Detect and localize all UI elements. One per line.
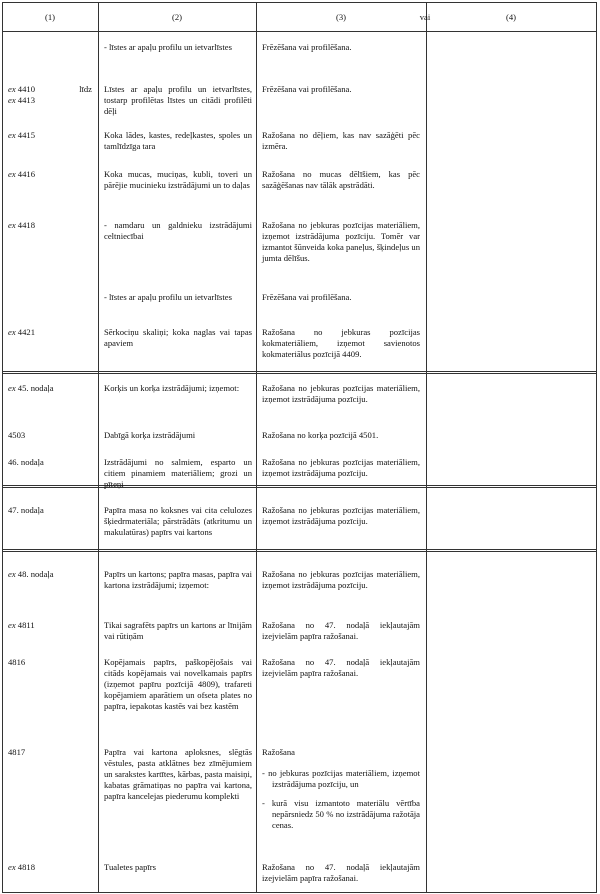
row-code bbox=[8, 862, 96, 873]
ex-prefix: ex bbox=[8, 130, 16, 140]
row-code: 4503 bbox=[8, 430, 26, 440]
heading-number: 45. nodaļa bbox=[17, 383, 54, 393]
row-separator bbox=[2, 485, 596, 488]
row-rule: Ražošana no 47. nodaļā iekļautajām izejvielām papīra ražošanai. bbox=[262, 862, 420, 883]
ex-prefix: ex bbox=[8, 383, 16, 393]
table-border-right bbox=[596, 2, 597, 893]
row-description: Papīrs un kartons; papīra masas, papīra vai kartona izstrādājumi; izņemot: bbox=[104, 569, 252, 590]
heading-number: 4421 bbox=[17, 327, 35, 337]
row-description: Sērkociņu skaliņi; koka naglas vai tapas apaviem bbox=[104, 327, 252, 348]
row-description: Papīra vai kartona aploksnes, slēgtās vēstules, pasta atklātnes bez zīmējumiem un sarakstes kartītes, kārbas, pasta maisiņi, kabatas grāmatiņas no papīra vai kartona, papīra kancelejas piederumu komplekti bbox=[104, 747, 252, 801]
row-rule: Ražošana no jebkuras pozīcijas materiāliem, izņemot izstrādājuma pozīciju. bbox=[262, 569, 420, 590]
row-code: 46. nodaļa bbox=[8, 457, 44, 467]
rule-bullet: - kurā visu izmantoto materiālu vērtība nepārsniedz 50 % no izstrādājuma ražotāja cenas. bbox=[262, 798, 420, 830]
row-rule: Frēzēšana vai profilēšana. bbox=[262, 84, 352, 94]
row-code: 47. nodaļa bbox=[8, 505, 44, 515]
heading-number: 4418 bbox=[17, 220, 35, 230]
row-description: Papīra masa no koksnes vai cita celulozes šķiedrmateriāla; pārstrādāts (atkritumu un makulatūras) papīrs vai kartons bbox=[104, 505, 252, 537]
row-rule: Ražošana no 47. nodaļā iekļautajām izejvielām papīra ražošanai. bbox=[262, 620, 420, 641]
ex-prefix: ex bbox=[8, 220, 16, 230]
table-border-left bbox=[2, 2, 3, 893]
rule-text: Ražošana bbox=[262, 747, 295, 757]
row-description: - līstes ar apaļu profilu un ietvarlīstes bbox=[104, 42, 232, 52]
column-header-3-vai: vai bbox=[419, 12, 431, 22]
row-code bbox=[8, 383, 96, 394]
row-description: Tualetes papīrs bbox=[104, 862, 156, 872]
row-rule: Ražošana no jebkuras pozīcijas materiāliem, izņemot izstrādājuma pozīciju. bbox=[262, 457, 420, 478]
table-border-top bbox=[2, 2, 596, 3]
row-code bbox=[8, 569, 96, 580]
heading-number: 4811 bbox=[17, 620, 35, 630]
row-separator bbox=[2, 371, 596, 374]
row-description: - namdaru un galdnieku izstrādājumi celtniecībai bbox=[104, 220, 252, 241]
row-rule: Ražošana no 47. nodaļā iekļautajām izejvielām papīra ražošanai. bbox=[262, 657, 420, 678]
column-divider-1 bbox=[98, 2, 99, 893]
row-description: Koka mucas, muciņas, kubli, toveri un pārējie mucinieku izstrādājumi un to daļas bbox=[104, 169, 252, 190]
heading-number: 4818 bbox=[17, 862, 35, 872]
row-rule: Frēzēšana vai profilēšana. bbox=[262, 42, 352, 52]
row-description: Izstrādājumi no salmiem, esparto un citiem pinamiem materiāliem; grozi un pīteņi bbox=[104, 457, 252, 489]
column-divider-2 bbox=[256, 2, 257, 893]
row-rule: Frēzēšana vai profilēšana. bbox=[262, 292, 352, 302]
ex-prefix: ex bbox=[8, 620, 16, 630]
row-code bbox=[8, 84, 96, 106]
row-description: Dabīgā korķa izstrādājumi bbox=[104, 430, 196, 440]
row-rule bbox=[262, 747, 420, 831]
row-code: 4816 bbox=[8, 657, 26, 667]
column-header-3: (3) bbox=[335, 12, 347, 22]
header-separator bbox=[2, 31, 596, 32]
row-description: Līstes ar apaļu profilu un ietvarlīstes, tostarp profilētas līstes un citādi profilēti dēļi bbox=[104, 84, 252, 116]
row-code bbox=[8, 620, 96, 631]
column-divider-3 bbox=[426, 2, 427, 893]
ex-prefix: ex bbox=[8, 569, 16, 579]
column-header-4: (4) bbox=[505, 12, 517, 22]
ex-prefix: ex bbox=[8, 327, 16, 337]
column-header-1: (1) bbox=[44, 12, 56, 22]
heading-number: 4410 bbox=[17, 84, 35, 94]
row-description: Tikai sagrafēts papīrs un kartons ar līnijām vai rūtiņām bbox=[104, 620, 252, 641]
row-rule: Ražošana no dēļiem, kas nav sazāģēti pēc izmēra. bbox=[262, 130, 420, 151]
heading-number: 4416 bbox=[17, 169, 35, 179]
ex-prefix: ex bbox=[8, 862, 16, 872]
row-rule: Ražošana no jebkuras pozīcijas materiāliem, izņemot izstrādājuma pozīciju. bbox=[262, 383, 420, 404]
range-word: līdz bbox=[79, 84, 92, 94]
ex-prefix: ex bbox=[8, 169, 16, 179]
rule-bullet: - no jebkuras pozīcijas materiāliem, izņemot izstrādājuma pozīciju, un bbox=[262, 768, 420, 789]
row-rule: Ražošana no mucas dēlīšiem, kas pēc sazāģēšanas nav tālāk apstrādāti. bbox=[262, 169, 420, 190]
row-code bbox=[8, 327, 96, 338]
column-header-2: (2) bbox=[171, 12, 183, 22]
row-code: 4817 bbox=[8, 747, 26, 757]
row-description: Korķis un korķa izstrādājumi; izņemot: bbox=[104, 383, 240, 393]
row-code bbox=[8, 130, 96, 141]
row-rule: Ražošana no jebkuras pozīcijas materiāliem, izņemot izstrādājuma pozīciju. bbox=[262, 505, 420, 526]
heading-number: 4413 bbox=[17, 95, 35, 105]
heading-number: 4415 bbox=[17, 130, 35, 140]
ex-prefix: ex bbox=[8, 84, 16, 94]
row-description: Kopējamais papīrs, paškopējošais vai citāds kopējamais vai novelkamais papīrs (izņemot papīru pozīcijā 4809), trafareti kopējamiem aparātiem un ofseta plates no papīra, iepakotas kastēs vai bez kastēm bbox=[104, 657, 252, 711]
row-code bbox=[8, 169, 96, 180]
row-rule: Ražošana no korķa pozīcijā 4501. bbox=[262, 430, 379, 440]
row-rule: Ražošana no jebkuras pozīcijas materiāliem, izņemot izstrādājuma pozīciju. Tomēr var izmantot šūnveida koka paneļus, šķindeļus un jumta dēlīšus. bbox=[262, 220, 420, 263]
ex-prefix: ex bbox=[8, 95, 16, 105]
table-border-bottom bbox=[2, 892, 596, 893]
row-separator bbox=[2, 549, 596, 552]
row-description: Koka lādes, kastes, redeļkastes, spoles un tamlīdzīga tara bbox=[104, 130, 252, 151]
row-code bbox=[8, 220, 96, 231]
row-description: - līstes ar apaļu profilu un ietvarlīstes bbox=[104, 292, 232, 302]
heading-number: 48. nodaļa bbox=[17, 569, 54, 579]
row-rule: Ražošana no jebkuras pozīcijas kokmateriāliem, izņemot savienotos kokmateriālus pozīcijā 4409. bbox=[262, 327, 420, 359]
